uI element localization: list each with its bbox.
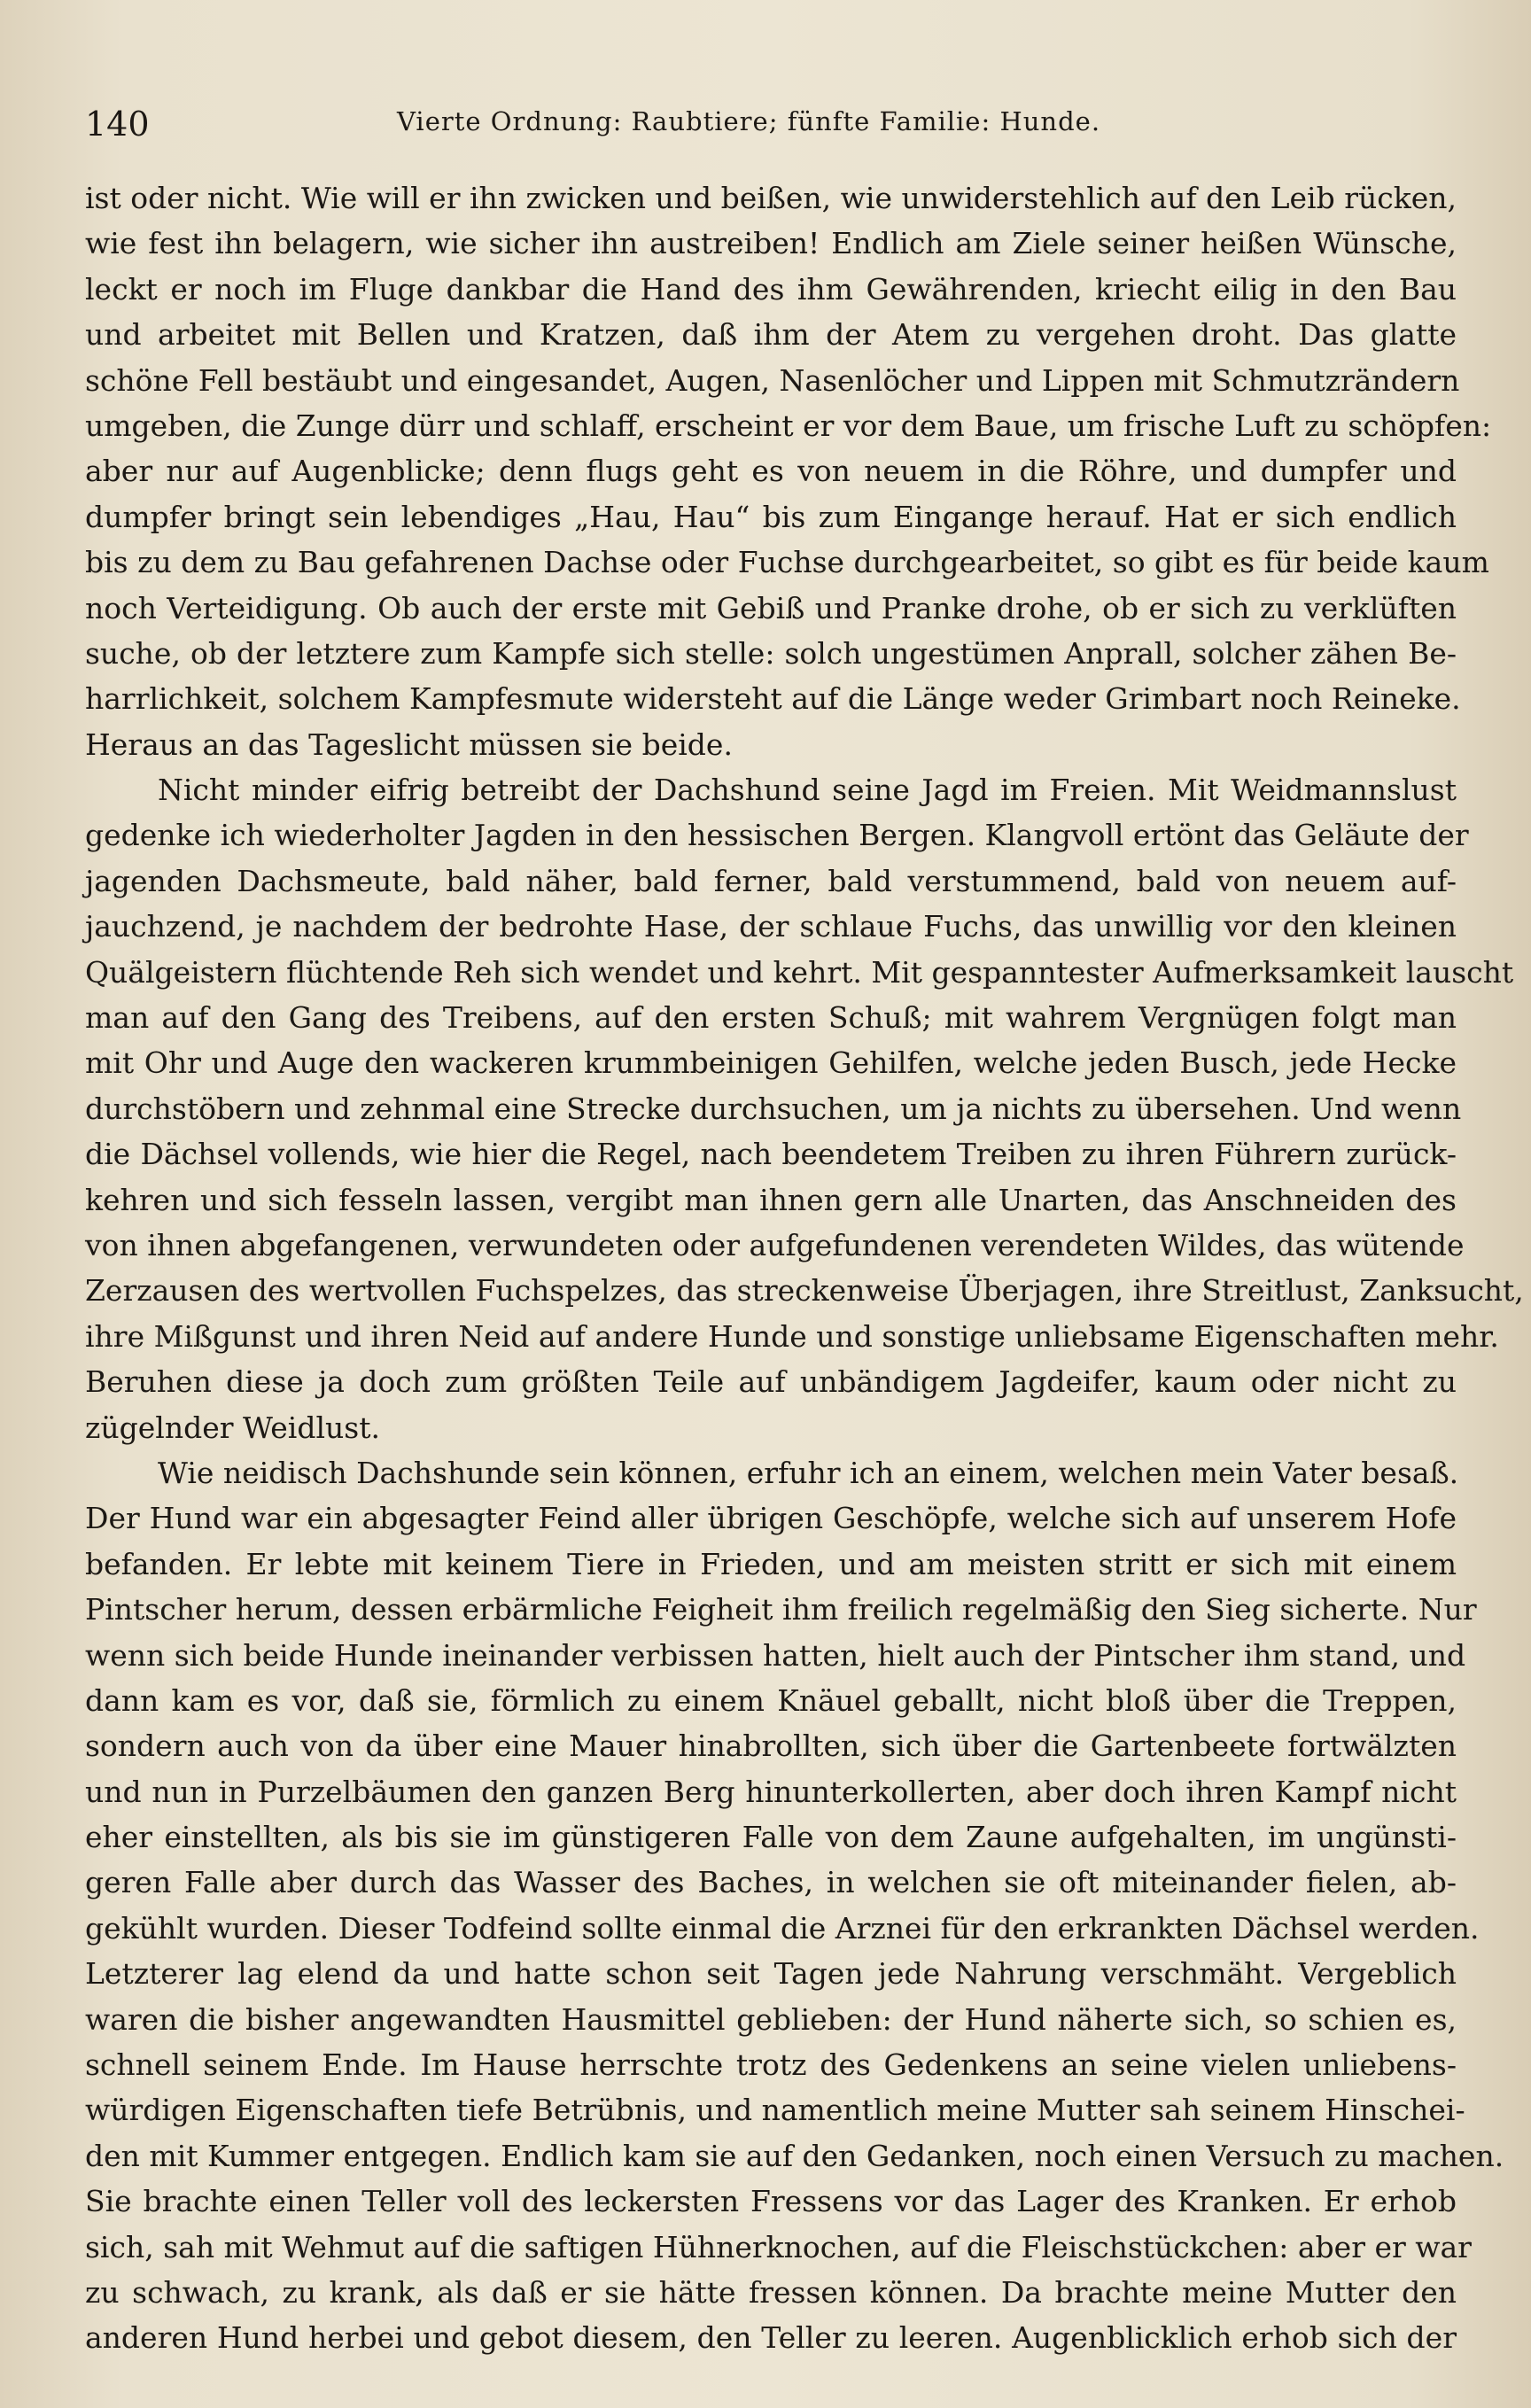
running-head: Vierte Ordnung: Raubtiere; fünfte Familie: Hunde. (397, 106, 1101, 136)
text-line: Der Hund war ein abgesagter Feind aller übrigen Geschöpfe, welche sich auf unserem Hofe (85, 1501, 1457, 1536)
text-line: Pintscher herum, dessen erbärmliche Feigheit ihm freilich regelmäßig den Sieg sicherte. Nur (85, 1592, 1477, 1627)
text-line: und arbeitet mit Bellen und Kratzen, daß ihm der Atem zu vergehen droht. Das glatte (85, 317, 1457, 353)
text-line: dumpfer bringt sein lebendiges „Hau, Hau“ bis zum Eingange herauf. Hat er sich endlich (85, 499, 1457, 534)
text-line: geren Falle aber durch das Wasser des Baches, in welchen sie oft miteinander fielen, ab- (85, 1865, 1457, 1900)
text-line: jauchzend, je nachdem der bedrohte Hase, der schlaue Fuchs, das unwillig vor den kleinen (85, 909, 1457, 944)
text-line: wie fest ihn belagern, wie sicher ihn austreiben! Endlich am Ziele seiner heißen Wünsche, (85, 226, 1457, 261)
text-line: die Dächsel vollends, wie hier die Regel, nach beendetem Treiben zu ihren Führern zurück- (85, 1137, 1457, 1172)
text-line: umgeben, die Zunge dürr und schlaff, erscheint er vor dem Baue, um frische Luft zu schöpfen: (85, 408, 1492, 443)
text-line: waren die bisher angewandten Hausmittel geblieben: der Hund näherte sich, so schien es, (85, 2001, 1457, 2037)
text-line: schöne Fell bestäubt und eingesandet, Augen, Nasenlöcher und Lippen mit Schmutzrändern (85, 362, 1460, 398)
text-line: befanden. Er lebte mit keinem Tiere in Frieden, und am meisten stritt er sich mit einem (85, 1546, 1457, 1581)
text-line: ist oder nicht. Wie will er ihn zwicken und beißen, wie unwiderstehlich auf den Leib rücken, (85, 181, 1457, 215)
text-line: leckt er noch im Fluge dankbar die Hand des ihm Gewährenden, kriecht eilig in den Bau (85, 271, 1457, 307)
text-line: aber nur auf Augenblicke; denn flugs geht es von neuem in die Röhre, und dumpfer und (85, 454, 1457, 489)
text-line: Nicht minder eifrig betreibt der Dachshund seine Jagd im Freien. Mit Weidmannslust (158, 773, 1457, 808)
text-line: man auf den Gang des Treibens, auf den ersten Schuß; mit wahrem Vergnügen folgt man (85, 1000, 1457, 1036)
text-line: zügelnder Weidlust. (85, 1410, 380, 1445)
text-line: von ihnen abgefangenen, verwundeten oder aufgefundenen verendeten Wildes, das wütende (85, 1227, 1465, 1262)
text-line: Heraus an das Tageslicht müssen sie beide. (85, 726, 733, 762)
text-line: Sie brachte einen Teller voll des leckersten Fressens vor das Lager des Kranken. Er erhob (85, 2184, 1457, 2219)
text-line: und nun in Purzelbäumen den ganzen Berg hinunterkollerten, aber doch ihren Kampf nicht (85, 1774, 1457, 1809)
text-line: schnell seinem Ende. Im Hause herrschte trotz des Gedenkens an seine vielen unliebens- (85, 2047, 1457, 2083)
page-header (85, 105, 1467, 154)
text-line: sondern auch von da über eine Mauer hinabrollten, sich über die Gartenbeete fortwälzten (85, 1728, 1457, 1764)
text-line: Wie neidisch Dachshunde sein können, erfuhr ich an einem, welchen mein Vater besaß. (158, 1455, 1459, 1490)
text-line: durchstöbern und zehnmal eine Strecke durchsuchen, um ja nichts zu übersehen. Und wenn (85, 1091, 1462, 1126)
text-line: sich, sah mit Wehmut auf die saftigen Hühnerknochen, auf die Fleischstückchen: aber er war (85, 2229, 1472, 2264)
text-line: noch Verteidigung. Ob auch der erste mit Gebiß und Pranke drohe, ob er sich zu verklüften (85, 590, 1457, 625)
text-line: gedenke ich wiederholter Jagden in den hessischen Bergen. Klangvoll ertönt das Geläute der (85, 818, 1469, 853)
body-text (85, 175, 1524, 2361)
text-line: Zerzausen des wertvollen Fuchspelzes, das streckenweise Überjagen, ihre Streitlust, Zanksucht, (85, 1273, 1524, 1309)
page-number: 140 (85, 105, 150, 144)
text-line: würdigen Eigenschaften tiefe Betrübnis, und namentlich meine Mutter sah seinem Hinschei- (85, 2093, 1465, 2128)
text-line: ihre Mißgunst und ihren Neid auf andere Hunde und sonstige unliebsame Eigenschaften mehr. (85, 1318, 1499, 1354)
text-line: anderen Hund herbei und gebot diesem, den Teller zu leeren. Augenblicklich erhob sich der (85, 2320, 1457, 2356)
text-line: wenn sich beide Hunde ineinander verbissen hatten, hielt auch der Pintscher ihm stand, und (85, 1637, 1466, 1673)
text-line: jagenden Dachsmeute, bald näher, bald ferner, bald verstummend, bald von neuem auf- (85, 863, 1457, 898)
text-line: gekühlt wurden. Dieser Todfeind sollte einmal die Arznei für den erkrankten Dächsel werden. (85, 1910, 1480, 1946)
text-line: den mit Kummer entgegen. Endlich kam sie auf den Gedanken, noch einen Versuch zu machen. (85, 2138, 1504, 2173)
text-line: Letzterer lag elend da und hatte schon seit Tagen jede Nahrung verschmäht. Vergeblich (85, 1956, 1457, 1992)
text-line: harrlichkeit, solchem Kampfesmute widersteht auf die Länge weder Grimbart noch Reineke. (85, 681, 1461, 717)
text-line: mit Ohr und Auge den wackeren krummbeinigen Gehilfen, welche jeden Busch, jede Hecke (85, 1045, 1457, 1081)
text-line: kehren und sich fesseln lassen, vergibt man ihnen gern alle Unarten, das Anschneiden des (85, 1182, 1457, 1217)
text-line: dann kam es vor, daß sie, förmlich zu einem Knäuel geballt, nicht bloß über die Treppen, (85, 1682, 1457, 1718)
text-line: zu schwach, zu krank, als daß er sie hätte fressen können. Da brachte meine Mutter den (85, 2274, 1457, 2310)
text-line: Beruhen diese ja doch zum größten Teile auf unbändigem Jagdeifer, kaum oder nicht zu (85, 1364, 1457, 1400)
text-line: bis zu dem zu Bau gefahrenen Dachse oder Fuchse durchgearbeitet, so gibt es für beide kaum (85, 545, 1489, 580)
text-line: Quälgeistern flüchtende Reh sich wendet und kehrt. Mit gespanntester Aufmerksamkeit lauscht (85, 954, 1514, 990)
text-line: suche, ob der letztere zum Kampfe sich stelle: solch ungestümen Anprall, solcher zähen Be- (85, 635, 1457, 671)
text-line: eher einstellten, als bis sie im günstigeren Falle von dem Zaune aufgehalten, im ungünsti- (85, 1820, 1457, 1855)
